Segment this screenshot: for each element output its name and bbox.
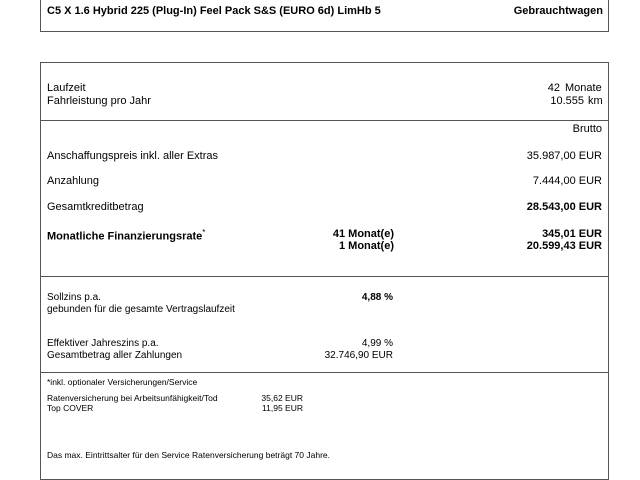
total-payments-value: 32.746,90 EUR xyxy=(324,350,393,361)
down-payment-value: 7.444,00 EUR xyxy=(532,175,602,187)
rate1-count: 41 Monat(e) xyxy=(332,228,394,240)
mileage-value: 10.555 xyxy=(550,95,584,107)
divider xyxy=(40,276,609,277)
effective-rate-value: 4,99 % xyxy=(361,338,393,349)
purchase-price-value: 35.987,00 EUR xyxy=(526,150,602,162)
credit-amount-value: 28.543,00 EUR xyxy=(526,201,602,213)
insurance-item2-value: 11,95 EUR xyxy=(262,403,303,413)
monthly-rate-label xyxy=(47,228,205,243)
divider xyxy=(40,372,609,373)
down-payment-label: Anzahlung xyxy=(47,175,99,187)
nominal-rate-sublabel: gebunden für die gesamte Vertragslaufzeit xyxy=(47,304,235,315)
insurance-item2-label: Top COVER xyxy=(47,403,94,413)
monthly-rate-text: Monatliche Finanzierungsrate xyxy=(47,230,203,243)
duration-label: Laufzeit xyxy=(47,82,86,94)
rate2-count: 1 Monat(e) xyxy=(339,240,394,252)
vehicle-title: C5 X 1.6 Hybrid 225 (Plug-In) Feel Pack S&S (EURO 6d) LimHb 5 xyxy=(47,5,381,17)
insurance-item1-value: 35,62 EUR xyxy=(261,393,303,403)
insurance-item1-label: Ratenversicherung bei Arbeitsunfähigkeit/Tod xyxy=(47,393,218,403)
brutto-header: Brutto xyxy=(572,123,602,135)
credit-amount-label: Gesamtkreditbetrag xyxy=(47,201,144,213)
effective-rate-label: Effektiver Jahreszins p.a. xyxy=(47,338,159,349)
duration-unit: Monate xyxy=(565,82,602,94)
financing-box xyxy=(40,62,609,480)
nominal-rate-value: 4,88 % xyxy=(361,292,393,303)
divider xyxy=(40,120,609,121)
mileage-label: Fahrleistung pro Jahr xyxy=(47,95,151,107)
total-payments-label: Gesamtbetrag aller Zahlungen xyxy=(47,350,183,361)
insurance-footnote: Das max. Eintrittsalter für den Service Ratenversicherung beträgt 70 Jahre. xyxy=(47,450,330,460)
rate2-value: 20.599,43 EUR xyxy=(526,240,602,252)
mileage-unit: km xyxy=(588,95,603,107)
rate1-value: 345,01 EUR xyxy=(542,228,602,240)
purchase-price-label: Anschaffungspreis inkl. aller Extras xyxy=(47,150,218,162)
insurance-note: *inkl. optionaler Versicherungen/Service xyxy=(47,377,198,387)
nominal-rate-label: Sollzins p.a. xyxy=(47,292,101,303)
duration-value: 42 xyxy=(547,82,560,94)
monthly-rate-footnote-mark: * xyxy=(202,228,206,237)
vehicle-condition: Gebrauchtwagen xyxy=(513,5,603,17)
